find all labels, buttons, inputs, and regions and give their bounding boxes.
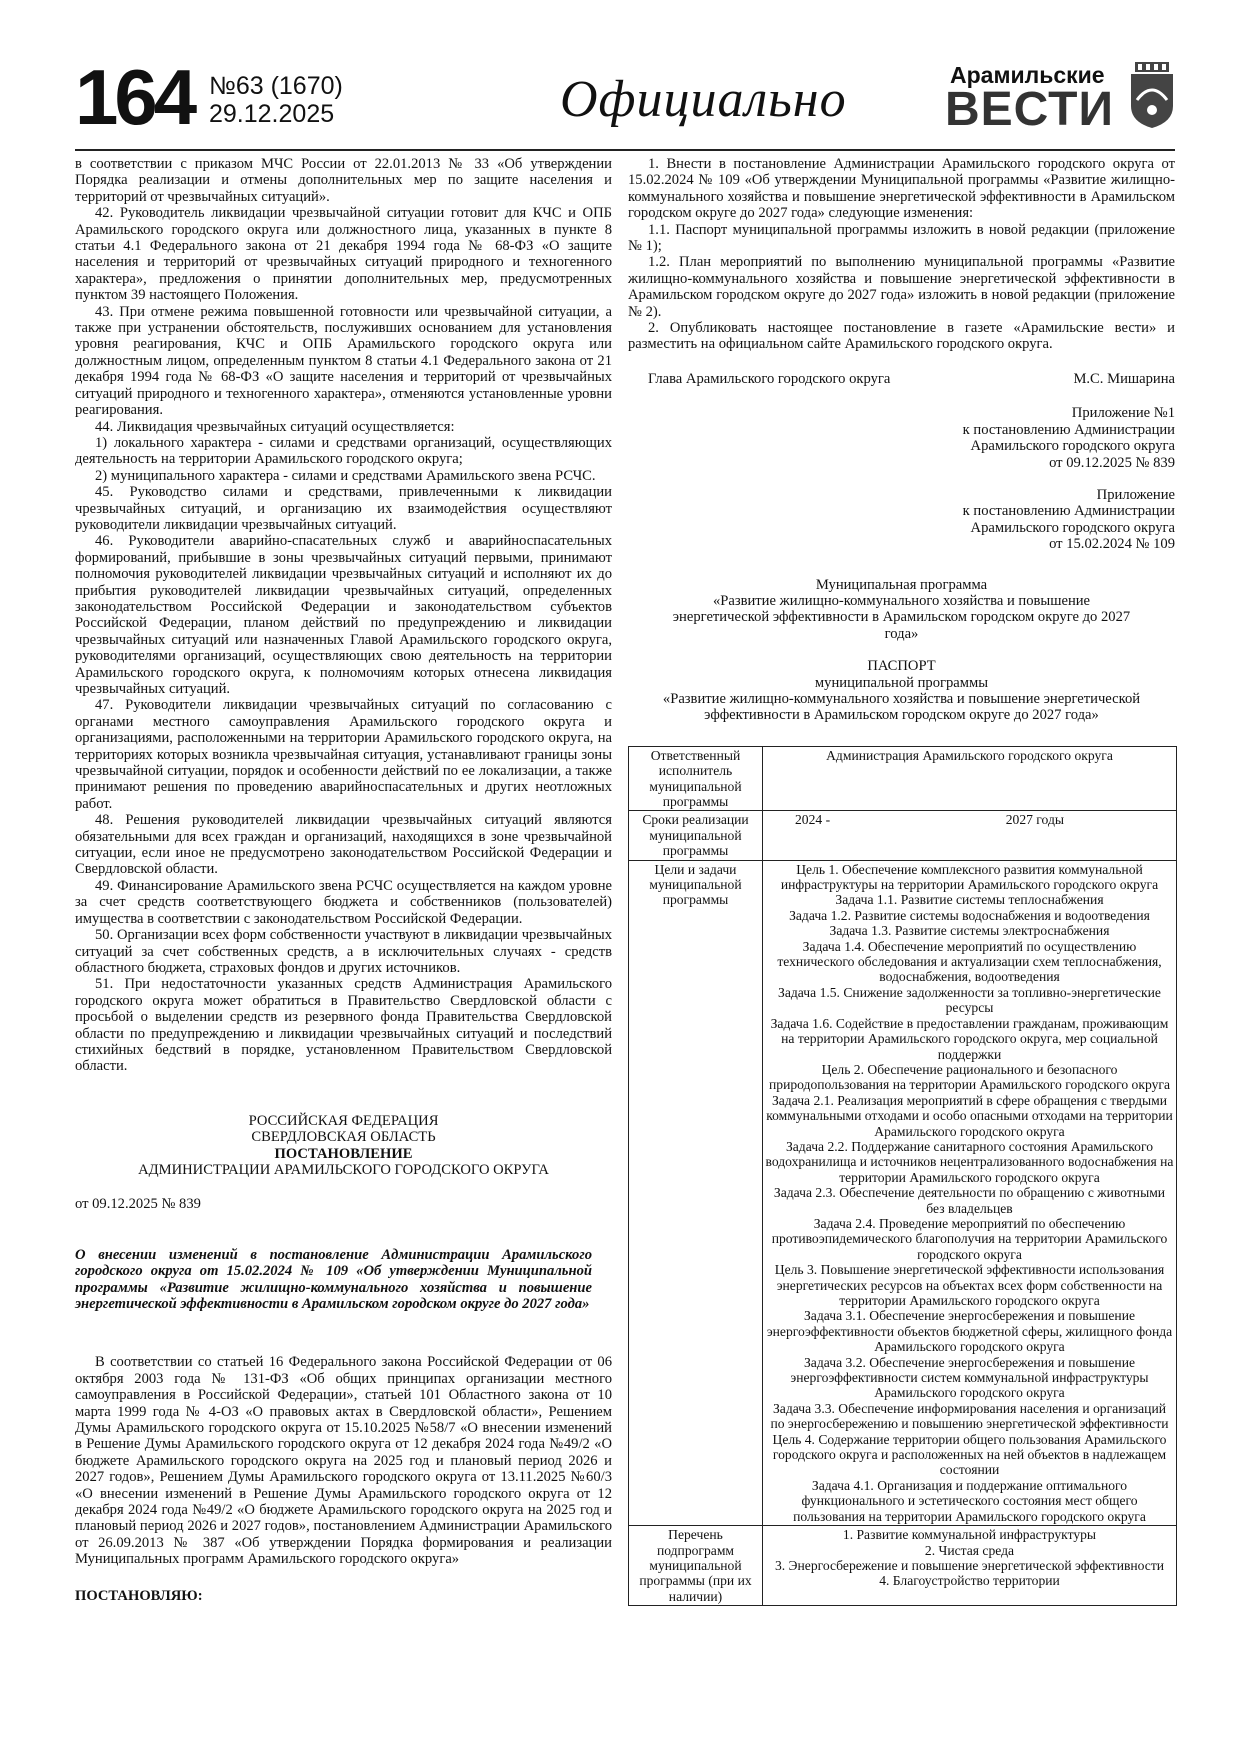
paragraph: 46. Руководители аварийно-спасательных служб и аварийноспасательных формирований, прибывшие в зоны чрезвычайных ситуаций первыми, принимают полномочия руководителей ликвидации чрезвычайных ситуаций и исполняют их до прибытия руководителей ликвидации чрезвычайных ситуаций, определенных законодательством Российской Федерации и законодательством субъектов Российской Федерации, планом действий по предупреждению и ликвидации чрезвычайных ситуаций или назначенных Главой Арамильского городского округа, руководителями организаций, осуществляющих свою деятельность на территории Арамильского городского округа, к полномочиям которых отнесена ликвидация чрезвычайных ситуаций. (75, 533, 612, 697)
decree-resolve: ПОСТАНОВЛЯЮ: (75, 1587, 203, 1604)
table-row (629, 1526, 1177, 1606)
table-cell-label: Ответственный исполнитель муниципальной программы (629, 746, 763, 811)
program-title: «Развитие жилищно-коммунального хозяйства и повышение энергетической эффективности в Арамильском городском округе до 2027 года» (672, 592, 1131, 642)
list-item: Задача 2.3. Обеспечение деятельности по обращению с животными без владельцев (773, 1185, 1166, 1216)
list-item: Задача 2.4. Проведение мероприятий по обеспечению противоэпидемического благополучия на территории Арамильского городского округа (771, 1215, 1168, 1262)
brand-name-bottom: ВЕСТИ (945, 83, 1114, 136)
decree-title: О внесении изменений в постановление Администрации Арамильского городского округа от 15.02.2024 № 109 «Об утверждении Муниципальной программы «Развитие жилищно-коммунального хозяйства и повышение энергетической эффективности в Арамильском городском округе до 2027 года» (75, 1246, 592, 1312)
passport-subheading: муниципальной программы (814, 674, 989, 691)
list-item: Цель 3. Повышение энергетической эффективности использования энергетических ресурсов на объектах всех форм собственности на территории Арамильского городского округа (774, 1262, 1165, 1308)
page-number: 164 (75, 53, 194, 141)
appendix-line: Арамильского городского округа (970, 438, 1175, 455)
passport-program-title: «Развитие жилищно-коммунального хозяйства и повышение энергетической эффективности в Арамильском городском округе до 2027 года» (662, 690, 1141, 724)
paragraph: 48. Решения руководителей ликвидации чрезвычайных ситуаций являются обязательными для всех граждан и организаций, находящихся в зоне чрезвычайной ситуации, если иное не предусмотрено законодательством Российской Федерации и Свердловской области. (75, 812, 612, 878)
appendix-2-block (628, 487, 1175, 553)
paragraph: 50. Организации всех форм собственности участвуют в ликвидации чрезвычайных ситуаций за счет собственных средств, а в исключительных случаях - средств областного бюджета, страховых фондов и других источников. (75, 927, 612, 976)
table-cell-value (763, 1526, 1177, 1606)
program-label: Муниципальная программа (815, 576, 988, 593)
paragraph: 45. Руководство силами и средствами, привлеченными к ликвидации чрезвычайных ситуаций, и организацию их взаимодействия осуществляют руководители ликвидации чрезвычайных ситуаций. (75, 484, 612, 533)
paragraph: 42. Руководитель ликвидации чрезвычайной ситуации готовит для КЧС и ОПБ Арамильского городского округа или должностного лица, указанных в пункте 8 статьи 4.1 Федерального закона от 21 декабря 1994 года № 68-ФЗ «О защите населения и территорий от чрезвычайных ситуаций природного и техногенного характера», предложения о принятии дополнительных мер, предусмотренных пунктом 39 настоящего Положения. (75, 205, 612, 304)
list-item: Задача 1.5. Снижение задолженности за топливно-энергетические ресурсы (778, 984, 1161, 1016)
page-header (75, 53, 1175, 150)
appendix-line: Приложение №1 (1071, 405, 1175, 422)
header-divider (75, 149, 1175, 151)
decree-date: от 09.12.2025 № 839 (75, 1196, 201, 1213)
list-item: Задача 2.2. Поддержание санитарного состояния Арамильского водохранилища и источников нецентрализованного водоснабжения на территории Арамильского городского округа (765, 1138, 1174, 1185)
paragraph: 47. Руководители ликвидации чрезвычайных ситуаций по согласованию с органами местного самоуправления Арамильского городского округа и организациями, расположенными на территории Арамильского городского округа, на территориях которых возникла чрезвычайная ситуация, устанавливают границы зоны чрезвычайной ситуации, порядок и особенности действий по ее локализации, а также принимают решения по проведению аварийноспасательных и других неотложных работ. (75, 697, 612, 812)
table-cell-label: Цели и задачи муниципальной программы (629, 860, 763, 1525)
decree-region: СВЕРДЛОВСКАЯ ОБЛАСТЬ (251, 1129, 436, 1146)
decree-preamble: В соответствии со статьей 16 Федерального закона Российской Федерации от 06 октября 2003 года № 131-ФЗ «Об общих принципах организации местного самоуправления в Российской Федерации», статьей 101 Областного закона от 10 марта 1999 года № 4-ОЗ «О правовых актах в Свердловской области», Решением Думы Арамильского городского округа от 15.10.2025 №58/7 «О внесении изменений в Решение Думы Арамильского городского округа от 12 декабря 2024 года №49/2 «О бюджете Арамильского городского округа на 2025 год и плановый период 2026 и 2027 годов», Решением Думы Арамильского городского округа от 13.11.2025 №60/3 «О внесении изменений в Решение Думы Арамильского городского округа от 12 декабря 2024 года №49/2 «О бюджете Арамильского городского округа на 2025 год и плановый период 2026 и 2027 годов», постановлением Администрации Арамильского от 26.09.2013 № 387 «Об утверждении Порядка формирования и реализации Муниципальных программ Арамильского городского округа» (75, 1354, 612, 1568)
decree-type: ПОСТАНОВЛЕНИЕ (274, 1145, 413, 1162)
appendix-line: от 09.12.2025 № 839 (1049, 454, 1175, 471)
table-row (629, 811, 1177, 860)
section-title: Официально (560, 71, 847, 128)
right-column (628, 156, 1175, 1606)
list-item: Цель 2. Обеспечение рационального и безопасного природопользования на территории Арамильского городского округа (769, 1061, 1170, 1093)
passport-heading: ПАСПОРТ (867, 658, 936, 675)
list-item: Задача 3.2. Обеспечение энергосбережения и повышение энергоэффективности систем коммунальной инфраструктуры Арамильского городского округа (790, 1354, 1149, 1401)
list-item: Задача 1.1. Развитие системы теплоснабжения (835, 892, 1104, 908)
list-item: Задача 3.3. Обеспечение информирования населения и организаций по энергосбережению и повышению энергетической эффективности (770, 1400, 1169, 1432)
appendix-line: от 15.02.2024 № 109 (1049, 536, 1175, 553)
paragraph: 2. Опубликовать настоящее постановление в газете «Арамильские вести» и разместить на официальном сайте Арамильского городского округа. (628, 320, 1175, 353)
list-item: Цель 1. Обеспечение комплексного развития коммунальной инфраструктуры на территории Арамильского городского округа (780, 861, 1159, 893)
list-item: Задача 4.1. Организация и поддержание оптимального функционального и эстетического состояния мест общего пользования на территории Арамильского городского округа (793, 1477, 1146, 1524)
paragraph: 1.2. План мероприятий по выполнению муниципальной программы «Развитие жилищно-коммунального хозяйства и повышение энергетической эффективности в Арамильском городском округе до 2027 года» изложить в новой редакции (приложение № 2). (628, 254, 1175, 320)
paragraph: 1) локального характера - силами и средствами организаций, осуществляющих деятельность на территории Арамильского городского округа; (75, 434, 612, 468)
passport-table (628, 746, 1177, 1606)
brand-name-top: Арамильские (950, 62, 1105, 88)
list-item: 3. Энергосбережение и повышение энергетической эффективности (774, 1557, 1165, 1573)
table-cell-label: Сроки реализации муниципальной программы (629, 811, 763, 860)
appendix-line: Приложение (1096, 486, 1175, 503)
appendix-line: Арамильского городского округа (970, 519, 1175, 536)
appendix-line: к постановлению Администрации (962, 421, 1175, 438)
paragraph: 1.1. Паспорт муниципальной программы изложить в новой редакции (приложение № 1); (628, 221, 1175, 255)
paragraph: в соответствии с приказом МЧС России от 22.01.2013 № 33 «Об утверждении Порядка реализации и отмены дополнительных мер по защите населения и территорий от чрезвычайных ситуаций». (75, 156, 612, 205)
signature-line (628, 371, 1175, 387)
list-item: Задача 1.3. Развитие системы электроснабжения (829, 923, 1110, 939)
list-item: 4. Благоустройство территории (879, 1573, 1060, 1589)
list-item: Задача 2.1. Реализация мероприятий в сфере обращения с твердыми коммунальными отходами и особо опасными отходами на территории Арамильского городского округа (766, 1092, 1173, 1139)
decree-authority: АДМИНИСТРАЦИИ АРАМИЛЬСКОГО ГОРОДСКОГО ОКРУГА (138, 1161, 549, 1178)
table-cell-label: Перечень подпрограмм муниципальной программы (при их наличии) (629, 1526, 763, 1606)
decree-country: РОССИЙСКАЯ ФЕДЕРАЦИЯ (248, 1112, 439, 1129)
issue-date: 29.12.2025 (209, 100, 335, 128)
list-item: 2. Чистая среда (924, 1542, 1015, 1558)
table-cell-value: Администрация Арамильского городского округа (763, 746, 1177, 811)
term-end: 2027 годы (1005, 812, 1064, 828)
paragraph: 51. При недостаточности указанных средств Администрация Арамильского городского округа может обратиться в Правительство Свердловской области с просьбой о выделении средств из резервного фонда Правительства Свердловской области по предупреждению и ликвидации чрезвычайных ситуаций и последствий стихийных бедствий в порядке, установленном Правительством Свердловской области. (75, 976, 612, 1075)
term-start: 2024 - (795, 812, 831, 828)
paragraph: 44. Ликвидация чрезвычайных ситуаций осуществляется: (95, 418, 455, 435)
paragraph: 43. При отмене режима повышенной готовности или чрезвычайной ситуации, а также при устранении обстоятельств, послуживших основанием для установления уровня реагирования, КЧС и ОПБ Арамильского городского округа или должностным лицом, определенным пунктом 8 статьи 4.1 Федерального закона от 21 декабря 1994 года № 68-ФЗ «О защите населения и территорий от чрезвычайных ситуаций природного и техногенного характера», отменяются установленные уровни реагирования. (75, 303, 612, 419)
list-item: Цель 4. Содержание территории общего пользования Арамильского городского округа и расположенных на ней объектов в надлежащем состоянии (772, 1431, 1167, 1478)
table-row (629, 746, 1177, 811)
signer-name: М.С. Мишарина (1073, 370, 1175, 387)
paragraph: 1. Внести в постановление Администрации Арамильского городского округа от 15.02.2024 № 109 «Об утверждении Муниципальной программы «Развитие жилищно-коммунального хозяйства и повышение энергетической эффективности в Арамильском городском округе до 2027 года» следующие изменения: (628, 156, 1175, 222)
appendix-line: к постановлению Администрации (962, 503, 1175, 520)
list-item: Задача 1.4. Обеспечение мероприятий по осуществлению технического обследования и актуализации схем теплоснабжения, водоснабжения, водоотведения (777, 938, 1162, 985)
signer-title: Глава Арамильского городского округа (648, 370, 891, 387)
paragraph: 49. Финансирование Арамильского звена РСЧС осуществляется на каждом уровне за счет средств соответствующего бюджета и собственников (пользователей) имущества в соответствии с законодательством Российской Федерации. (75, 877, 612, 927)
issue-info (209, 72, 343, 128)
list-item: Задача 1.2. Развитие системы водоснабжения и водоотведения (789, 907, 1150, 923)
issue-number: №63 (1670) (209, 72, 343, 100)
appendix-1-block (628, 405, 1175, 471)
list-item: Задача 3.1. Обеспечение энергосбережения и повышение энергоэффективности объектов бюджетной сферы, жилищного фонда Арамильского городского округа (766, 1308, 1173, 1355)
left-column (75, 156, 612, 1604)
list-item: Задача 1.6. Содействие в предоставлении гражданам, проживающим на территории Арамильского городского округа, мер социальной поддержки (770, 1015, 1169, 1062)
list-item: 1. Развитие коммунальной инфраструктуры (842, 1527, 1097, 1543)
table-row (629, 860, 1177, 1525)
table-cell-value (763, 811, 1177, 860)
paragraph: 2) муниципального характера - силами и средствами Арамильского звена РСЧС. (95, 467, 596, 484)
coat-of-arms-icon (1127, 60, 1177, 130)
table-cell-value (763, 860, 1177, 1525)
